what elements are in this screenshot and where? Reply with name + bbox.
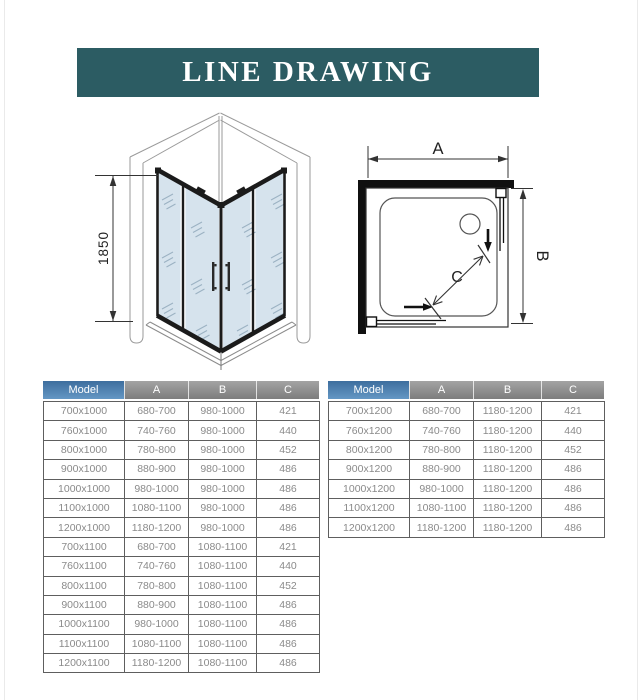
b-cell: 1080-1100: [189, 595, 257, 614]
table-row: [44, 634, 320, 653]
table-row: [44, 537, 320, 556]
c-cell: 440: [257, 557, 320, 576]
c-cell: 486: [257, 595, 320, 614]
c-cell: 421: [257, 402, 320, 421]
c-cell: 486: [257, 634, 320, 653]
model-cell: 800x1100: [44, 576, 125, 595]
column-header-b: B: [188, 381, 256, 399]
b-cell: 980-1000: [189, 479, 257, 498]
spec-table: [43, 401, 320, 673]
table-row: [329, 402, 605, 421]
height-label: 1850: [96, 230, 111, 266]
b-cell: 980-1000: [189, 518, 257, 537]
table-row: [329, 479, 605, 498]
b-cell: 980-1000: [189, 421, 257, 440]
b-cell: 980-1000: [189, 460, 257, 479]
a-cell: 680-700: [125, 537, 189, 556]
a-cell: 680-700: [125, 402, 189, 421]
model-cell: 1200x1000: [44, 518, 125, 537]
enclosure-3d-drawing: [88, 100, 328, 380]
model-cell: 800x1200: [329, 440, 410, 459]
a-cell: 1180-1200: [410, 518, 474, 537]
c-cell: 421: [542, 402, 605, 421]
c-cell: 486: [542, 498, 605, 517]
a-cell: 1080-1100: [410, 498, 474, 517]
b-cell: 980-1000: [189, 498, 257, 517]
table-row: [44, 615, 320, 634]
column-header-model: Model: [328, 381, 409, 399]
table-row: [44, 654, 320, 673]
c-cell: 486: [257, 460, 320, 479]
model-cell: 900x1100: [44, 595, 125, 614]
a-cell: 980-1000: [125, 615, 189, 634]
a-cell: 780-800: [125, 576, 189, 595]
b-cell: 1080-1100: [189, 634, 257, 653]
model-cell: 1000x1000: [44, 479, 125, 498]
c-cell: 486: [257, 479, 320, 498]
table-row: [329, 440, 605, 459]
c-cell: 452: [257, 440, 320, 459]
a-cell: 740-760: [125, 557, 189, 576]
model-cell: 1200x1200: [329, 518, 410, 537]
table-row: [44, 479, 320, 498]
model-cell: 1100x1100: [44, 634, 125, 653]
drain-circle: [460, 214, 480, 234]
model-cell: 1100x1000: [44, 498, 125, 517]
a-cell: 880-900: [410, 460, 474, 479]
b-cell: 1180-1200: [474, 518, 542, 537]
b-cell: 1180-1200: [474, 402, 542, 421]
table-row: [44, 402, 320, 421]
b-cell: 1080-1100: [189, 557, 257, 576]
table-row: [44, 460, 320, 479]
column-header-b: B: [473, 381, 541, 399]
column-header-a: A: [409, 381, 473, 399]
depth-label: B: [533, 250, 551, 262]
b-cell: 1080-1100: [189, 654, 257, 673]
bottom-sliding-door: [367, 317, 447, 327]
table-row: [44, 421, 320, 440]
c-cell: 486: [257, 654, 320, 673]
c-cell: 486: [542, 518, 605, 537]
table-row: [44, 440, 320, 459]
model-cell: 1100x1200: [329, 498, 410, 517]
table-row: [44, 576, 320, 595]
a-cell: 740-760: [410, 421, 474, 440]
c-cell: 486: [542, 479, 605, 498]
b-cell: 1080-1100: [189, 615, 257, 634]
column-header-a: A: [124, 381, 188, 399]
b-cell: 1180-1200: [474, 440, 542, 459]
column-header-model: Model: [43, 381, 124, 399]
banner-title: LINE DRAWING: [182, 56, 434, 88]
table-row: [44, 595, 320, 614]
table-header-row: [328, 381, 604, 399]
model-cell: 700x1000: [44, 402, 125, 421]
model-cell: 1000x1200: [329, 479, 410, 498]
width-label: A: [432, 140, 444, 158]
b-cell: 1180-1200: [474, 479, 542, 498]
diagonal-label: C: [451, 269, 463, 286]
height-dimension: [95, 176, 158, 322]
model-cell: 1000x1100: [44, 615, 125, 634]
table-row: [44, 498, 320, 517]
model-cell: 760x1200: [329, 421, 410, 440]
b-cell: 980-1000: [189, 402, 257, 421]
model-cell: 700x1100: [44, 537, 125, 556]
column-header-c: C: [541, 381, 604, 399]
model-cell: 760x1100: [44, 557, 125, 576]
a-cell: 980-1000: [410, 479, 474, 498]
column-header-c: C: [256, 381, 319, 399]
a-cell: 1180-1200: [125, 654, 189, 673]
slide-direction-arrows: [404, 229, 492, 311]
plan-view-drawing: [338, 126, 608, 346]
model-cell: 900x1200: [329, 460, 410, 479]
a-cell: 1080-1100: [125, 498, 189, 517]
a-cell: 780-800: [125, 440, 189, 459]
b-cell: 1080-1100: [189, 537, 257, 556]
c-cell: 486: [257, 615, 320, 634]
table-header-row: [43, 381, 319, 399]
walls: [358, 180, 514, 334]
title-banner: [77, 48, 539, 97]
table-row: [329, 498, 605, 517]
a-cell: 880-900: [125, 595, 189, 614]
table-row: [44, 557, 320, 576]
table-row: [44, 518, 320, 537]
spec-table: [328, 401, 605, 538]
a-cell: 680-700: [410, 402, 474, 421]
model-cell: 760x1000: [44, 421, 125, 440]
model-cell: 800x1000: [44, 440, 125, 459]
b-cell: 1180-1200: [474, 498, 542, 517]
a-cell: 740-760: [125, 421, 189, 440]
c-cell: 486: [257, 498, 320, 517]
model-cell: 900x1000: [44, 460, 125, 479]
b-cell: 1180-1200: [474, 421, 542, 440]
depth-dimension: [511, 189, 533, 324]
size-table-left: [43, 381, 319, 673]
model-cell: 1200x1100: [44, 654, 125, 673]
a-cell: 1080-1100: [125, 634, 189, 653]
c-cell: 452: [542, 440, 605, 459]
b-cell: 1080-1100: [189, 576, 257, 595]
c-cell: 421: [257, 537, 320, 556]
a-cell: 880-900: [125, 460, 189, 479]
c-cell: 486: [542, 460, 605, 479]
table-row: [329, 421, 605, 440]
b-cell: 980-1000: [189, 440, 257, 459]
table-row: [329, 460, 605, 479]
a-cell: 780-800: [410, 440, 474, 459]
c-cell: 440: [542, 421, 605, 440]
image-border-right: [637, 0, 638, 700]
size-table-right: [328, 381, 604, 538]
c-cell: 452: [257, 576, 320, 595]
table-row: [329, 518, 605, 537]
model-cell: 700x1200: [329, 402, 410, 421]
b-cell: 1180-1200: [474, 460, 542, 479]
c-cell: 440: [257, 421, 320, 440]
image-border-left: [4, 0, 5, 700]
c-cell: 486: [257, 518, 320, 537]
a-cell: 1180-1200: [125, 518, 189, 537]
a-cell: 980-1000: [125, 479, 189, 498]
